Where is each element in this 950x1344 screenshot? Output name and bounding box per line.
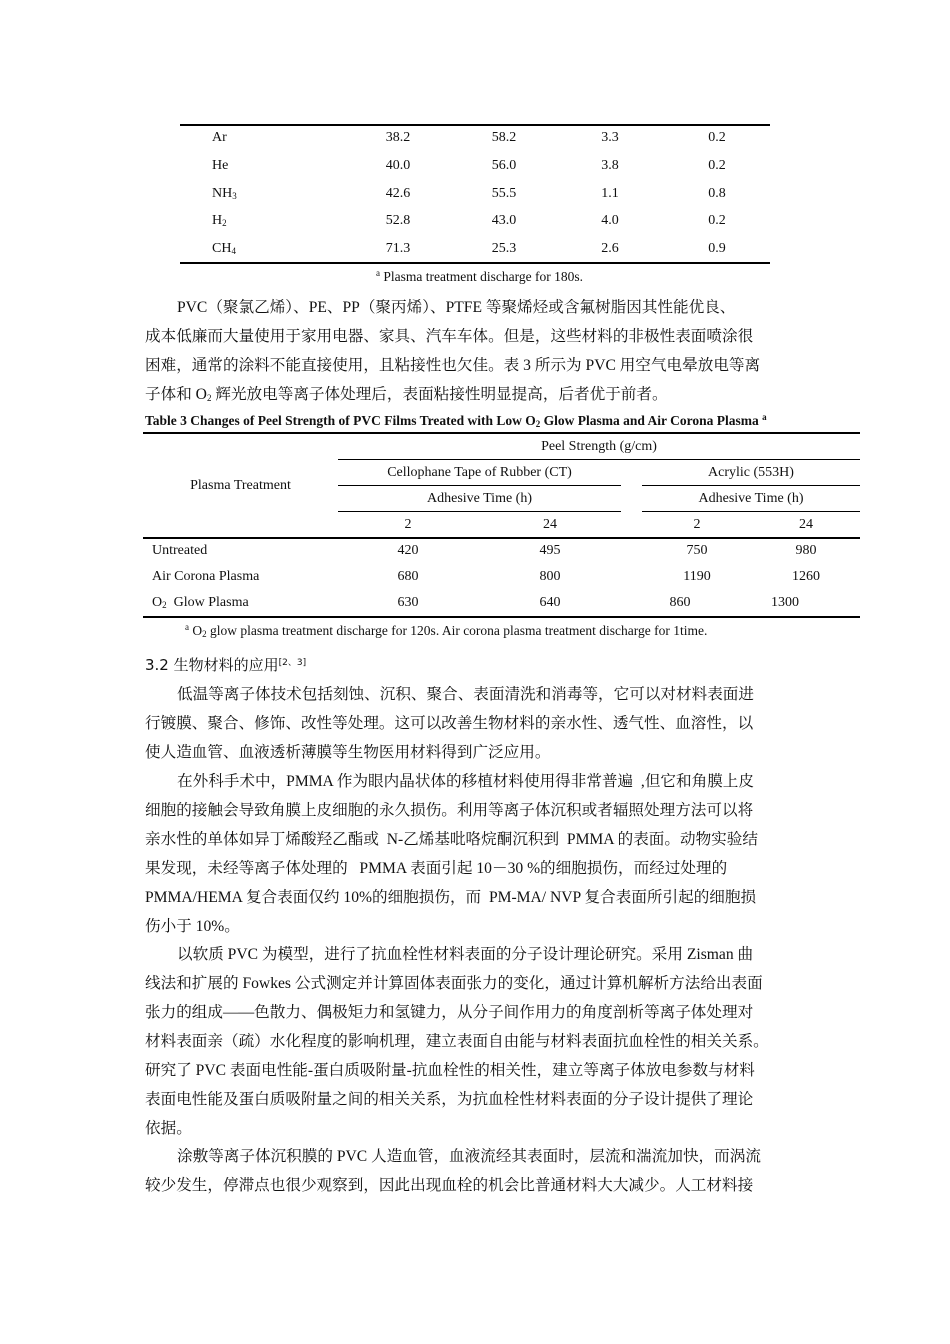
value-cell: 1300	[771, 595, 799, 610]
section-heading: 3.2 生物材料的应用[2、3]	[145, 656, 307, 674]
value-cell: 43.0	[491, 213, 517, 228]
value-cell: 800	[539, 569, 561, 584]
value-cell: 1190	[683, 569, 711, 584]
value-cell: 1260	[792, 569, 820, 584]
value-cell: 980	[795, 543, 817, 558]
table3-rule	[642, 511, 860, 512]
time-header: 2	[693, 517, 701, 532]
paragraph: 在外科手术中，PMMA 作为眼内晶状体的移植材料使用得非常普遍 ,但它和角膜上皮 细胞的接触会导致角膜上皮细胞的永久损伤。利用等离子体沉积或者辐照处理方法可以将 亲水性的单体如异丁烯酸羟乙酯或 N-乙烯基吡咯烷酮沉积到 PMMA 的表面。动物实验结 果发现，未经等离子体处理的 PMMA 表面引起 10－30 %的细胞损伤，而经过处理的 PMMA/HEMA 复合表面仅约 10%的细胞损伤，而 PM-MA/ NVP 复合表面所引起的细胞损 伤小于 10%。	[145, 773, 758, 935]
adhesive-time-header: Adhesive Time (h)	[698, 491, 804, 506]
value-cell: 1.1	[601, 186, 619, 201]
acrylic-group-header: Acrylic (553H)	[708, 465, 794, 480]
gas-name: Ar	[212, 130, 227, 145]
row-label: Untreated	[152, 543, 208, 558]
gas-name: $NH_3$	[212, 186, 237, 201]
value-cell: 52.8	[385, 213, 411, 228]
value-cell: 860	[669, 595, 691, 610]
time-header: 24	[799, 517, 813, 532]
row-label: Air Corona Plasma	[152, 569, 260, 584]
value-cell: 3.8	[601, 158, 619, 173]
value-cell: 0.2	[708, 213, 726, 228]
value-cell: 420	[397, 543, 419, 558]
value-cell: 25.3	[491, 241, 517, 256]
value-cell: 71.3	[385, 241, 411, 256]
gas-name: He	[212, 158, 229, 173]
gas-name: $H_2$	[212, 213, 227, 228]
row-label: $O_2$ Glow Plasma	[152, 595, 249, 610]
value-cell: 630	[397, 595, 419, 610]
value-cell: 3.3	[601, 130, 619, 145]
table3-bottom-rule	[143, 616, 860, 618]
time-header: 2	[404, 517, 412, 532]
peel-strength-header: Peel Strength (g/cm)	[541, 439, 657, 454]
value-cell: 0.2	[708, 158, 726, 173]
value-cell: 38.2	[385, 130, 411, 145]
paragraph: 低温等离子体技术包括刻蚀、沉积、聚合、表面清洗和消毒等，它可以对材料表面进 行镀膜、聚合、修饰、改性等处理。这可以改善生物材料的亲水性、透气性、血溶性，以 使人造血管、血液透析薄膜等生物医用材料得到广泛应用。	[145, 686, 754, 761]
table2-top-rule	[180, 124, 770, 126]
table3-rule	[338, 459, 860, 460]
table3-caption: Table 3 Changes of Peel Strength of PVC Films Treated with Low $O_2$ Glow Plasma and Air Corona Plasma $^a$	[145, 412, 767, 429]
time-header: 24	[543, 517, 557, 532]
adhesive-time-header: Adhesive Time (h)	[427, 491, 532, 506]
table3-rule	[338, 485, 621, 486]
value-cell: 42.6	[385, 186, 411, 201]
table3-rule	[338, 511, 621, 512]
value-cell: 0.9	[708, 241, 726, 256]
value-cell: 55.5	[491, 186, 517, 201]
ct-group-header: Cellophane Tape of Rubber (CT)	[387, 465, 572, 480]
value-cell: 56.0	[491, 158, 517, 173]
value-cell: 0.2	[708, 130, 726, 145]
table3-header-rule	[143, 537, 860, 539]
plasma-treatment-header: Plasma Treatment	[190, 478, 291, 493]
value-cell: 40.0	[385, 158, 411, 173]
value-cell: 58.2	[491, 130, 517, 145]
value-cell: 4.0	[601, 213, 619, 228]
value-cell: 495	[539, 543, 561, 558]
paragraph: 涂敷等离子体沉积膜的 PVC 人造血管，血液流经其表面时，层流和湍流加快，而涡流 较少发生，停滞点也很少观察到，因此出现血栓的机会比普通材料大大减少。人工材料接	[145, 1148, 761, 1194]
table3-rule	[642, 485, 860, 486]
table2-footnote: $^a$ Plasma treatment discharge for 180s.	[376, 268, 583, 284]
value-cell: 2.6	[601, 241, 619, 256]
value-cell: 640	[539, 595, 561, 610]
gas-name: $CH_4$	[212, 241, 236, 256]
table3-footnote: $^a$ $O_2$ glow plasma treatment discharge for 120s. Air corona plasma treatment discharge for 1time.	[185, 622, 708, 639]
table3-top-rule	[143, 432, 860, 434]
value-cell: 750	[686, 543, 708, 558]
paragraph: PVC（聚氯乙烯）、PE、PP（聚丙烯）、PTFE 等聚烯烃或含氟树脂因其性能优良、 成本低廉而大量使用于家用电器、家具、汽车车体。但是，这些材料的非极性表面喷涂很 困难，通常的涂料不能直接使用，且粘接性也欠佳。表 3 所示为 PVC 用空气电晕放电等离 子体和 $O_2$ 辉光放电等离子体处理后，表面粘接性明显提高，后者优于前者。	[145, 299, 761, 403]
table2-bottom-rule	[180, 262, 770, 264]
value-cell: 680	[397, 569, 419, 584]
value-cell: 0.8	[708, 186, 726, 201]
paragraph: 以软质 PVC 为模型，进行了抗血栓性材料表面的分子设计理论研究。采用 Zisman 曲 线法和扩展的 Fowkes 公式测定并计算固体表面张力的变化，通过计算机解析方法给出表面 张力的组成——色散力、偶极矩力和氢键力，从分子间作用力的角度剖析等离子体处理对 材料表面亲（疏）水化程度的影响机理，建立表面自由能与材料表面抗血栓性的相关关系。 研究了 PVC 表面电性能-蛋白质吸附量-抗血栓性的相关性，建立等离子体放电参数与材料 表面电性能及蛋白质吸附量之间的相关关系，为抗血栓性材料表面的分子设计提供了理论 依据。	[145, 946, 769, 1137]
